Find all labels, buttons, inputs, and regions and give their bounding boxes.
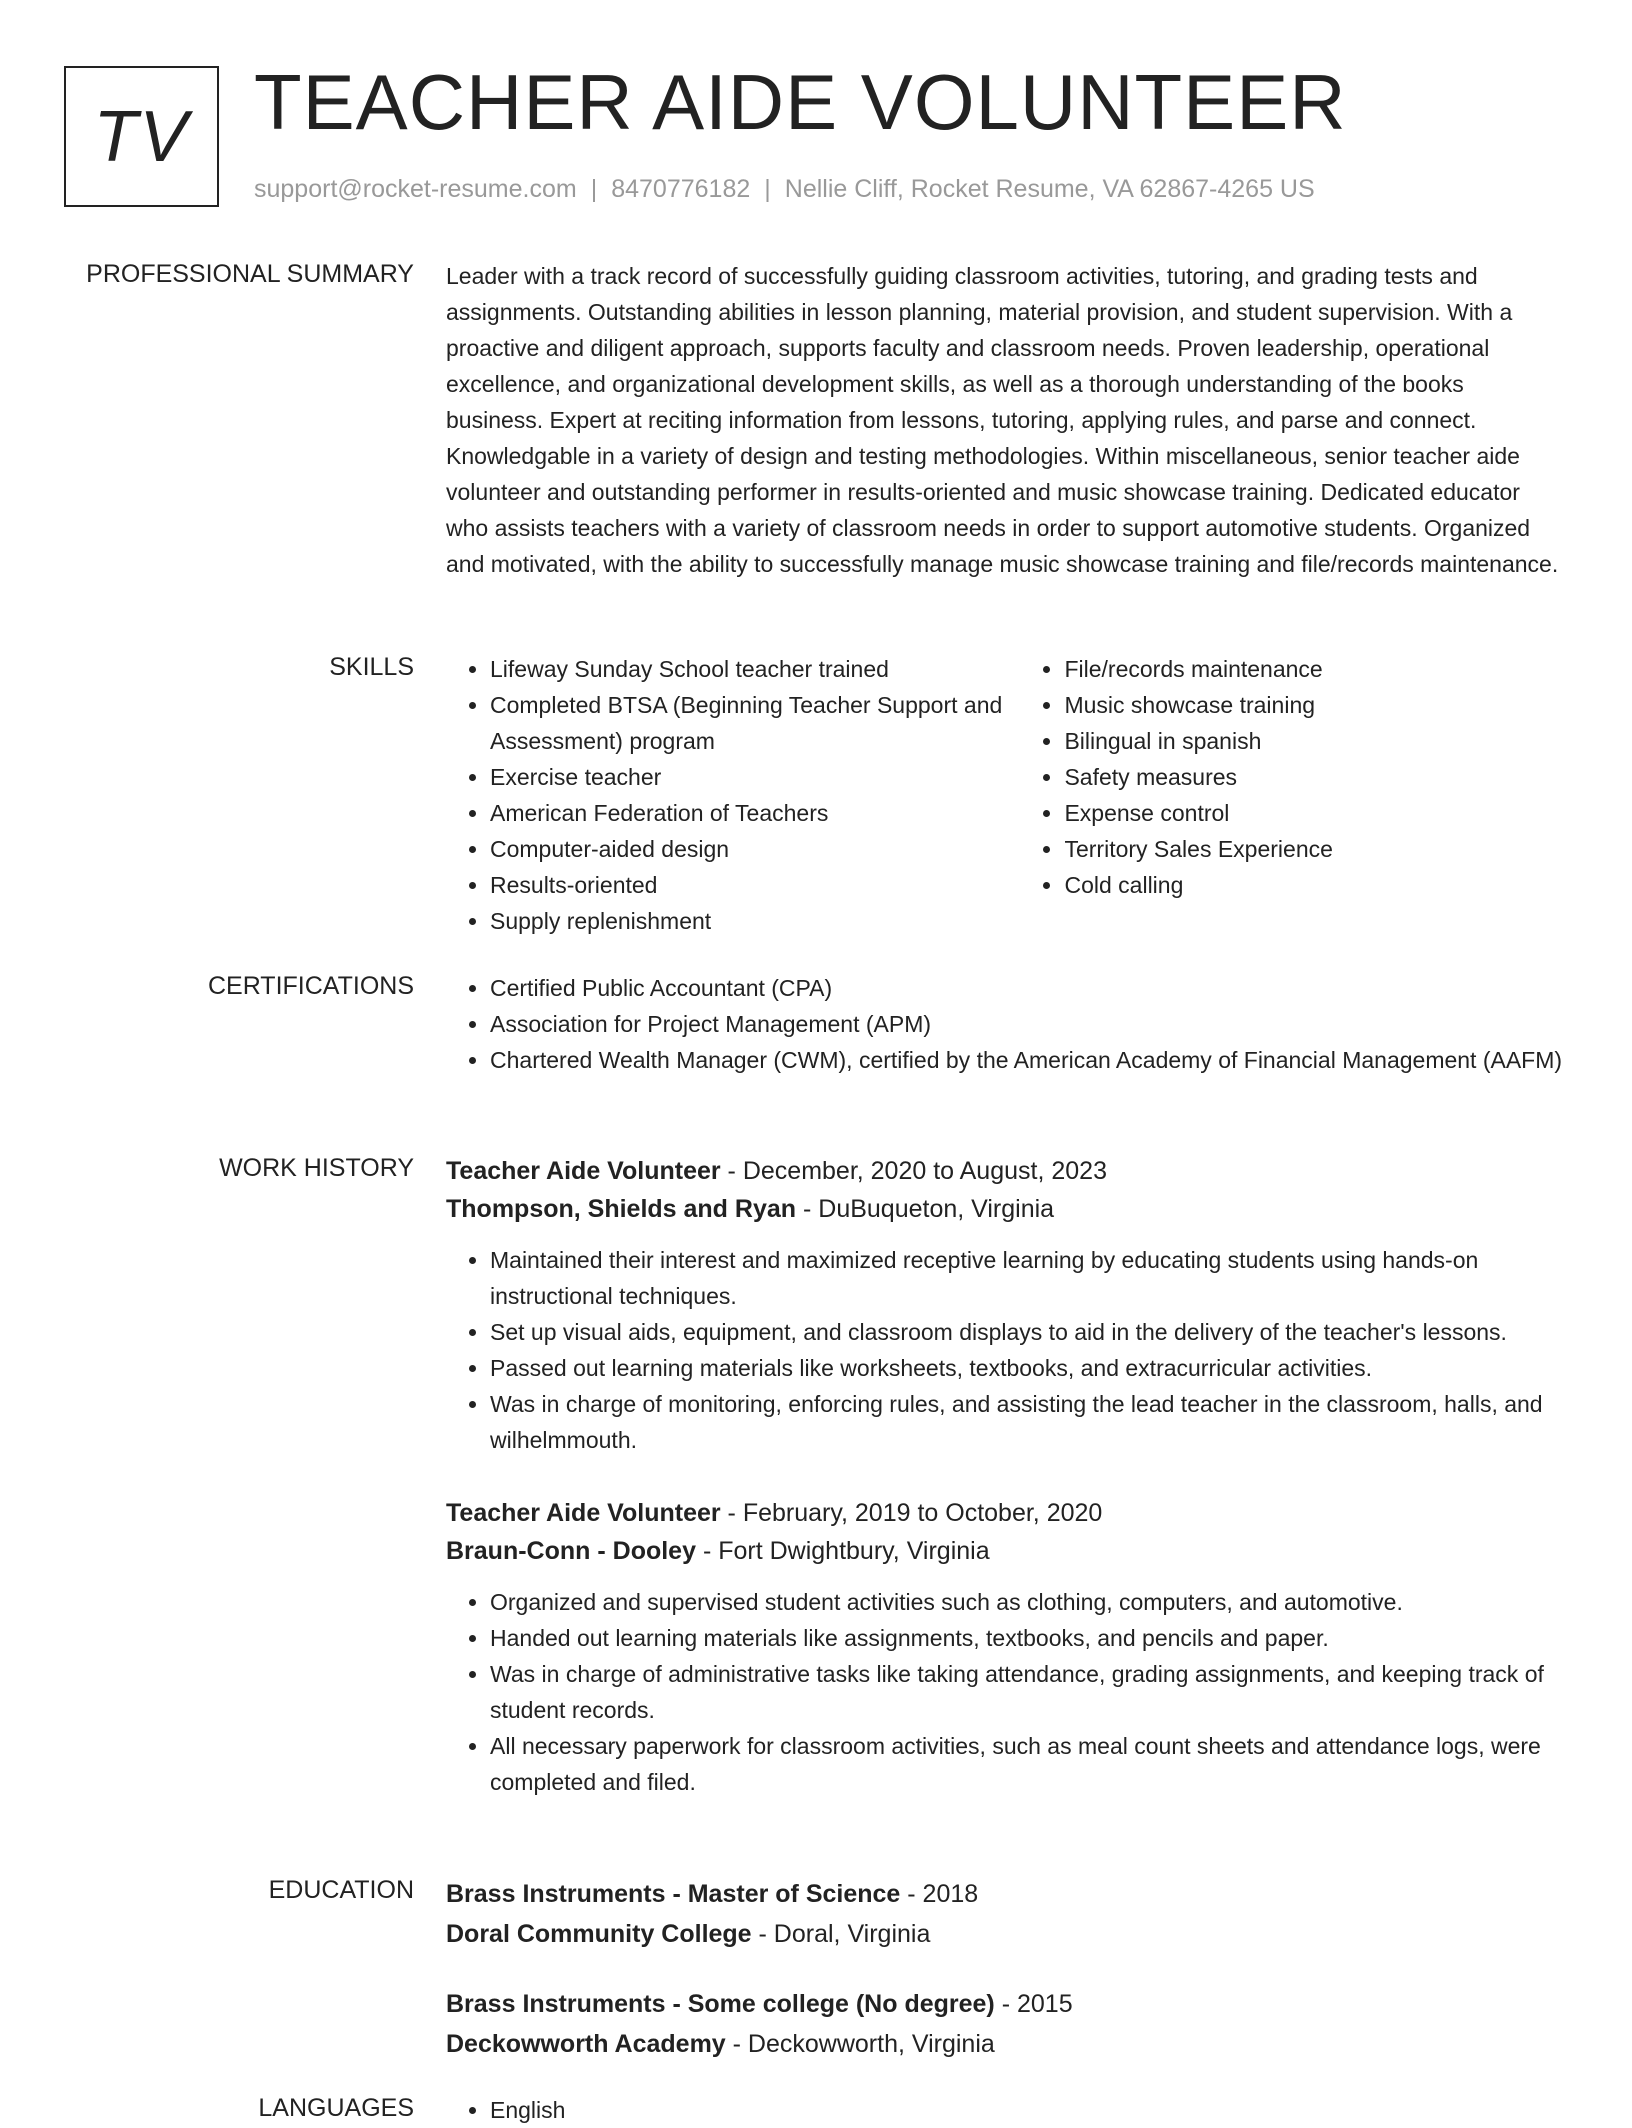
skill-item: • Completed BTSA (Beginning Teacher Support and Assessment) program xyxy=(490,687,1020,759)
job-title: Teacher Aide Volunteer xyxy=(446,1499,721,1527)
address: Nellie Cliff, Rocket Resume, VA 62867-4265 US xyxy=(784,175,1315,203)
degree: Brass Instruments - Some college (No degree) xyxy=(446,1990,995,2018)
degree-line xyxy=(446,1984,1566,2024)
job-dates: - February, 2019 to October, 2020 xyxy=(720,1499,1103,1527)
summary-text: Leader with a track record of successfully guiding classroom activities, tutoring, and grading tests and assignments. Outstanding abilities in lesson planning, material provision, and student supervision. With a proactive and diligent approach, supports faculty and classroom needs. Proven leadership, operational excellence, and organizational development skills, as well as a thorough understanding of the books business. Expert at reciting information from lessons, tutoring, applying rules, and parse and connect. Knowledgable in a variety of design and testing methodologies. Within miscellaneous, senior teacher aide volunteer and outstanding performer in results-oriented and music showcase training. Dedicated educator who assists teachers with a variety of classroom needs in order to support automotive students. Organized and motivated, with the ability to successfully manage music showcase training and file/records maintenance. xyxy=(446,263,1559,577)
school-location: - Doral, Virginia xyxy=(751,1920,931,1948)
certifications-body xyxy=(446,970,1566,1078)
job-location: - DuBuqueton, Virginia xyxy=(796,1195,1055,1223)
skill-item: • Safety measures xyxy=(1064,759,1566,795)
degree: Brass Instruments - Master of Science xyxy=(446,1880,901,1908)
job-employer-line xyxy=(446,1190,1566,1228)
languages-body xyxy=(446,2092,1566,2128)
separator: | xyxy=(764,175,771,203)
skill-item: • Bilingual in spanish xyxy=(1064,723,1566,759)
skill-item: • Cold calling xyxy=(1064,867,1566,903)
job-dates: - December, 2020 to August, 2023 xyxy=(720,1157,1107,1185)
job-title-line xyxy=(446,1152,1566,1190)
certification-item: • Certified Public Accountant (CPA) xyxy=(490,970,1566,1006)
job-bullet: • Passed out learning materials like worksheets, textbooks, and extracurricular activities. xyxy=(490,1350,1566,1386)
job-entry xyxy=(446,1494,1566,1800)
job-entry xyxy=(446,1152,1566,1458)
skill-item: • Exercise teacher xyxy=(490,759,1020,795)
job-title-line xyxy=(446,1494,1566,1532)
skill-item: • Results-oriented xyxy=(490,867,1020,903)
skills-list-left xyxy=(446,651,1020,939)
school-location: - Deckowworth, Virginia xyxy=(725,2030,995,2058)
school-line xyxy=(446,2024,1566,2064)
section-label: EDUCATION xyxy=(268,1876,414,1904)
degree-line xyxy=(446,1874,1566,1914)
separator: | xyxy=(590,175,598,203)
job-bullet: • All necessary paperwork for classroom activities, such as meal count sheets and attendance logs, were completed and filed. xyxy=(490,1728,1566,1800)
skills-list-right xyxy=(1020,651,1566,939)
certification-item: • Association for Project Management (APM) xyxy=(490,1006,1566,1042)
job-employer-line xyxy=(446,1532,1566,1570)
job-bullet: • Was in charge of monitoring, enforcing rules, and assisting the lead teacher in the classroom, halls, and wilhelmmouth. xyxy=(490,1386,1566,1458)
job-bullet: • Was in charge of administrative tasks like taking attendance, grading assignments, and keeping track of student records. xyxy=(490,1656,1566,1728)
job-bullets xyxy=(446,1242,1566,1458)
skill-item: • American Federation of Teachers xyxy=(490,795,1020,831)
monogram: TV xyxy=(64,66,219,207)
school-line xyxy=(446,1914,1566,1954)
school: Deckowworth Academy xyxy=(446,2030,726,2058)
degree-year: - 2018 xyxy=(900,1880,979,1908)
languages-list xyxy=(446,2092,1566,2128)
section-label: WORK HISTORY xyxy=(219,1154,414,1182)
skill-item: • Computer-aided design xyxy=(490,831,1020,867)
employer: Braun-Conn - Dooley xyxy=(446,1537,696,1565)
job-bullet: • Maintained their interest and maximized receptive learning by educating students using hands-on instructional techniques. xyxy=(490,1242,1566,1314)
education-entry xyxy=(446,1984,1566,2064)
section-label: PROFESSIONAL SUMMARY xyxy=(86,260,414,288)
employer: Thompson, Shields and Ryan xyxy=(446,1195,797,1223)
section-label: SKILLS xyxy=(329,653,414,681)
job-location: - Fort Dwightbury, Virginia xyxy=(696,1537,990,1565)
job-bullet: • Set up visual aids, equipment, and classroom displays to aid in the delivery of the teacher's lessons. xyxy=(490,1314,1566,1350)
skills-columns xyxy=(446,651,1566,939)
phone[interactable]: 8470776182 xyxy=(611,175,751,203)
language-item: • English xyxy=(490,2092,1566,2128)
skill-item: • Supply replenishment xyxy=(490,903,1020,939)
certification-item: • Chartered Wealth Manager (CWM), certified by the American Academy of Financial Management (AAFM) xyxy=(490,1042,1566,1078)
degree-year: - 2015 xyxy=(994,1990,1073,2018)
education-entry xyxy=(446,1874,1566,1954)
resume-title: TEACHER AIDE VOLUNTEER xyxy=(254,58,1347,146)
email[interactable]: support@rocket-resume.com xyxy=(254,175,577,203)
certifications-list xyxy=(446,970,1566,1078)
job-bullet: • Organized and supervised student activities such as clothing, computers, and automotive. xyxy=(490,1584,1566,1620)
skill-item: • Music showcase training xyxy=(1064,687,1566,723)
job-bullets xyxy=(446,1584,1566,1800)
job-title: Teacher Aide Volunteer xyxy=(446,1157,721,1185)
skill-item: • Territory Sales Experience xyxy=(1064,831,1566,867)
school: Doral Community College xyxy=(446,1920,752,1948)
section-label: CERTIFICATIONS xyxy=(207,972,414,1000)
job-bullet: • Handed out learning materials like assignments, textbooks, and pencils and paper. xyxy=(490,1620,1566,1656)
work-history-body xyxy=(446,1152,1566,1800)
skill-item: • Lifeway Sunday School teacher trained xyxy=(490,651,1020,687)
education-body xyxy=(446,1874,1566,2064)
skill-item: • File/records maintenance xyxy=(1064,651,1566,687)
contact-line xyxy=(254,174,1315,204)
skill-item: • Expense control xyxy=(1064,795,1566,831)
section-label: LANGUAGES xyxy=(258,2094,414,2122)
